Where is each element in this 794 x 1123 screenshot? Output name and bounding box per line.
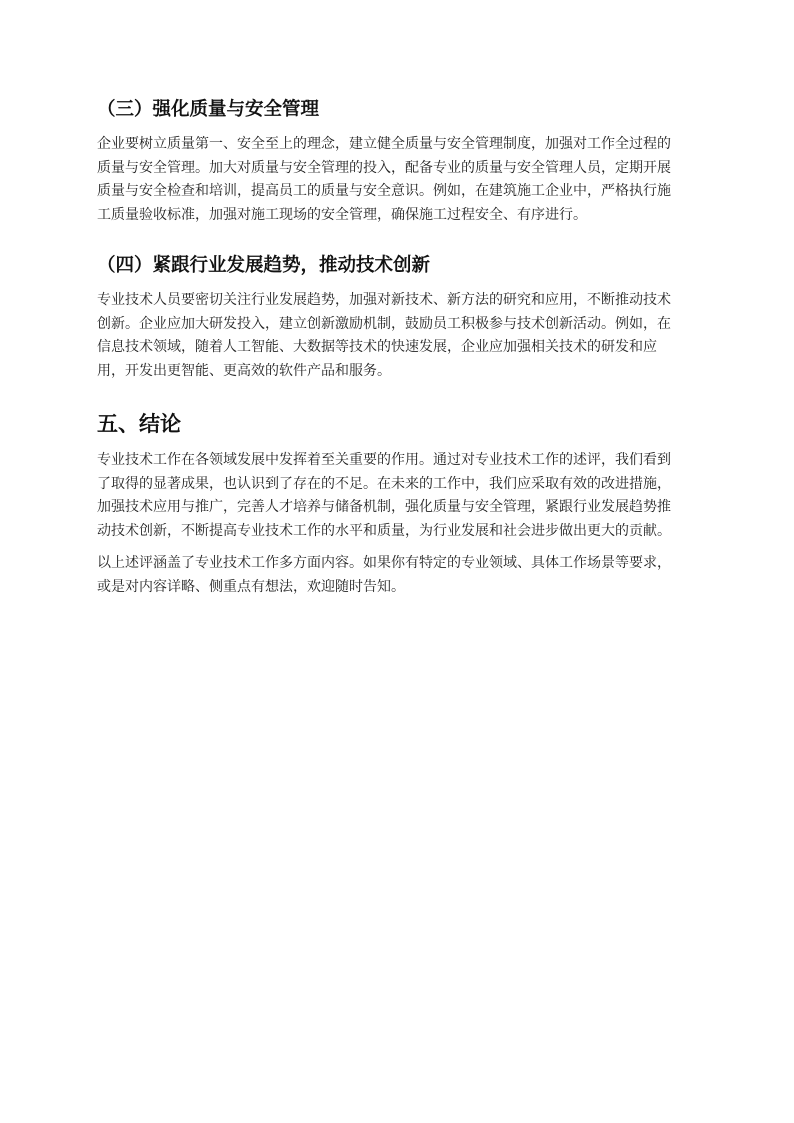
paragraph-line: 质量与安全检查和培训，提高员工的质量与安全意识。例如，在建筑施工企业中，严格执行施 bbox=[97, 183, 671, 200]
paragraph-line: 以上述评涵盖了专业技术工作多方面内容。如果你有特定的专业领域、具体工作场景等要求， bbox=[97, 555, 671, 571]
paragraph-line: 了取得的显著成果，也认识到了存在的不足。在未来的工作中，我们应采取有效的改进措施， bbox=[97, 475, 671, 492]
paragraph-line: 企业要树立质量第一、安全至上的理念，建立健全质量与安全管理制度，加强对工作全过程的 bbox=[97, 136, 671, 152]
paragraph-line: 加强技术应用与推广，完善人才培养与储备机制，强化质量与安全管理，紧跟行业发展趋势推 bbox=[97, 499, 671, 516]
paragraph-line: 质量与安全管理。加大对质量与安全管理的投入，配备专业的质量与安全管理人员，定期开展 bbox=[97, 159, 671, 176]
paragraph-conclusion bbox=[97, 449, 701, 544]
paragraph-line: 动技术创新，不断提高专业技术工作的水平和质量，为行业发展和社会进步做出更大的贡献。 bbox=[97, 523, 671, 540]
section-heading-tech-innovation: （四）紧跟行业发展趋势，推动技术创新 bbox=[97, 255, 431, 276]
paragraph-line: 或是对内容详略、侧重点有想法，欢迎随时告知。 bbox=[97, 578, 405, 595]
section-heading-conclusion: 五、结论 bbox=[97, 412, 181, 436]
section-heading-quality-safety: （三）强化质量与安全管理 bbox=[97, 99, 320, 120]
paragraph-line: 专业技术工作在各领域发展中发挥着至关重要的作用。通过对专业技术工作的述评，我们看到 bbox=[97, 452, 671, 468]
paragraph-line: 专业技术人员要密切关注行业发展趋势，加强对新技术、新方法的研究和应用，不断推动技术 bbox=[97, 292, 671, 308]
paragraph-line: 信息技术领域，随着人工智能、大数据等技术的快速发展，企业应加强相关技术的研发和应 bbox=[97, 339, 657, 356]
paragraph-closing-note bbox=[97, 552, 701, 599]
paragraph-line: 工质量验收标准，加强对施工现场的安全管理，确保施工过程安全、有序进行。 bbox=[97, 207, 587, 224]
paragraph-tech-innovation bbox=[97, 289, 701, 384]
paragraph-line: 用，开发出更智能、更高效的软件产品和服务。 bbox=[97, 363, 391, 380]
paragraph-line: 创新。企业应加大研发投入，建立创新激励机制，鼓励员工积极参与技术创新活动。例如，在 bbox=[97, 315, 671, 332]
paragraph-quality-safety bbox=[97, 133, 701, 228]
